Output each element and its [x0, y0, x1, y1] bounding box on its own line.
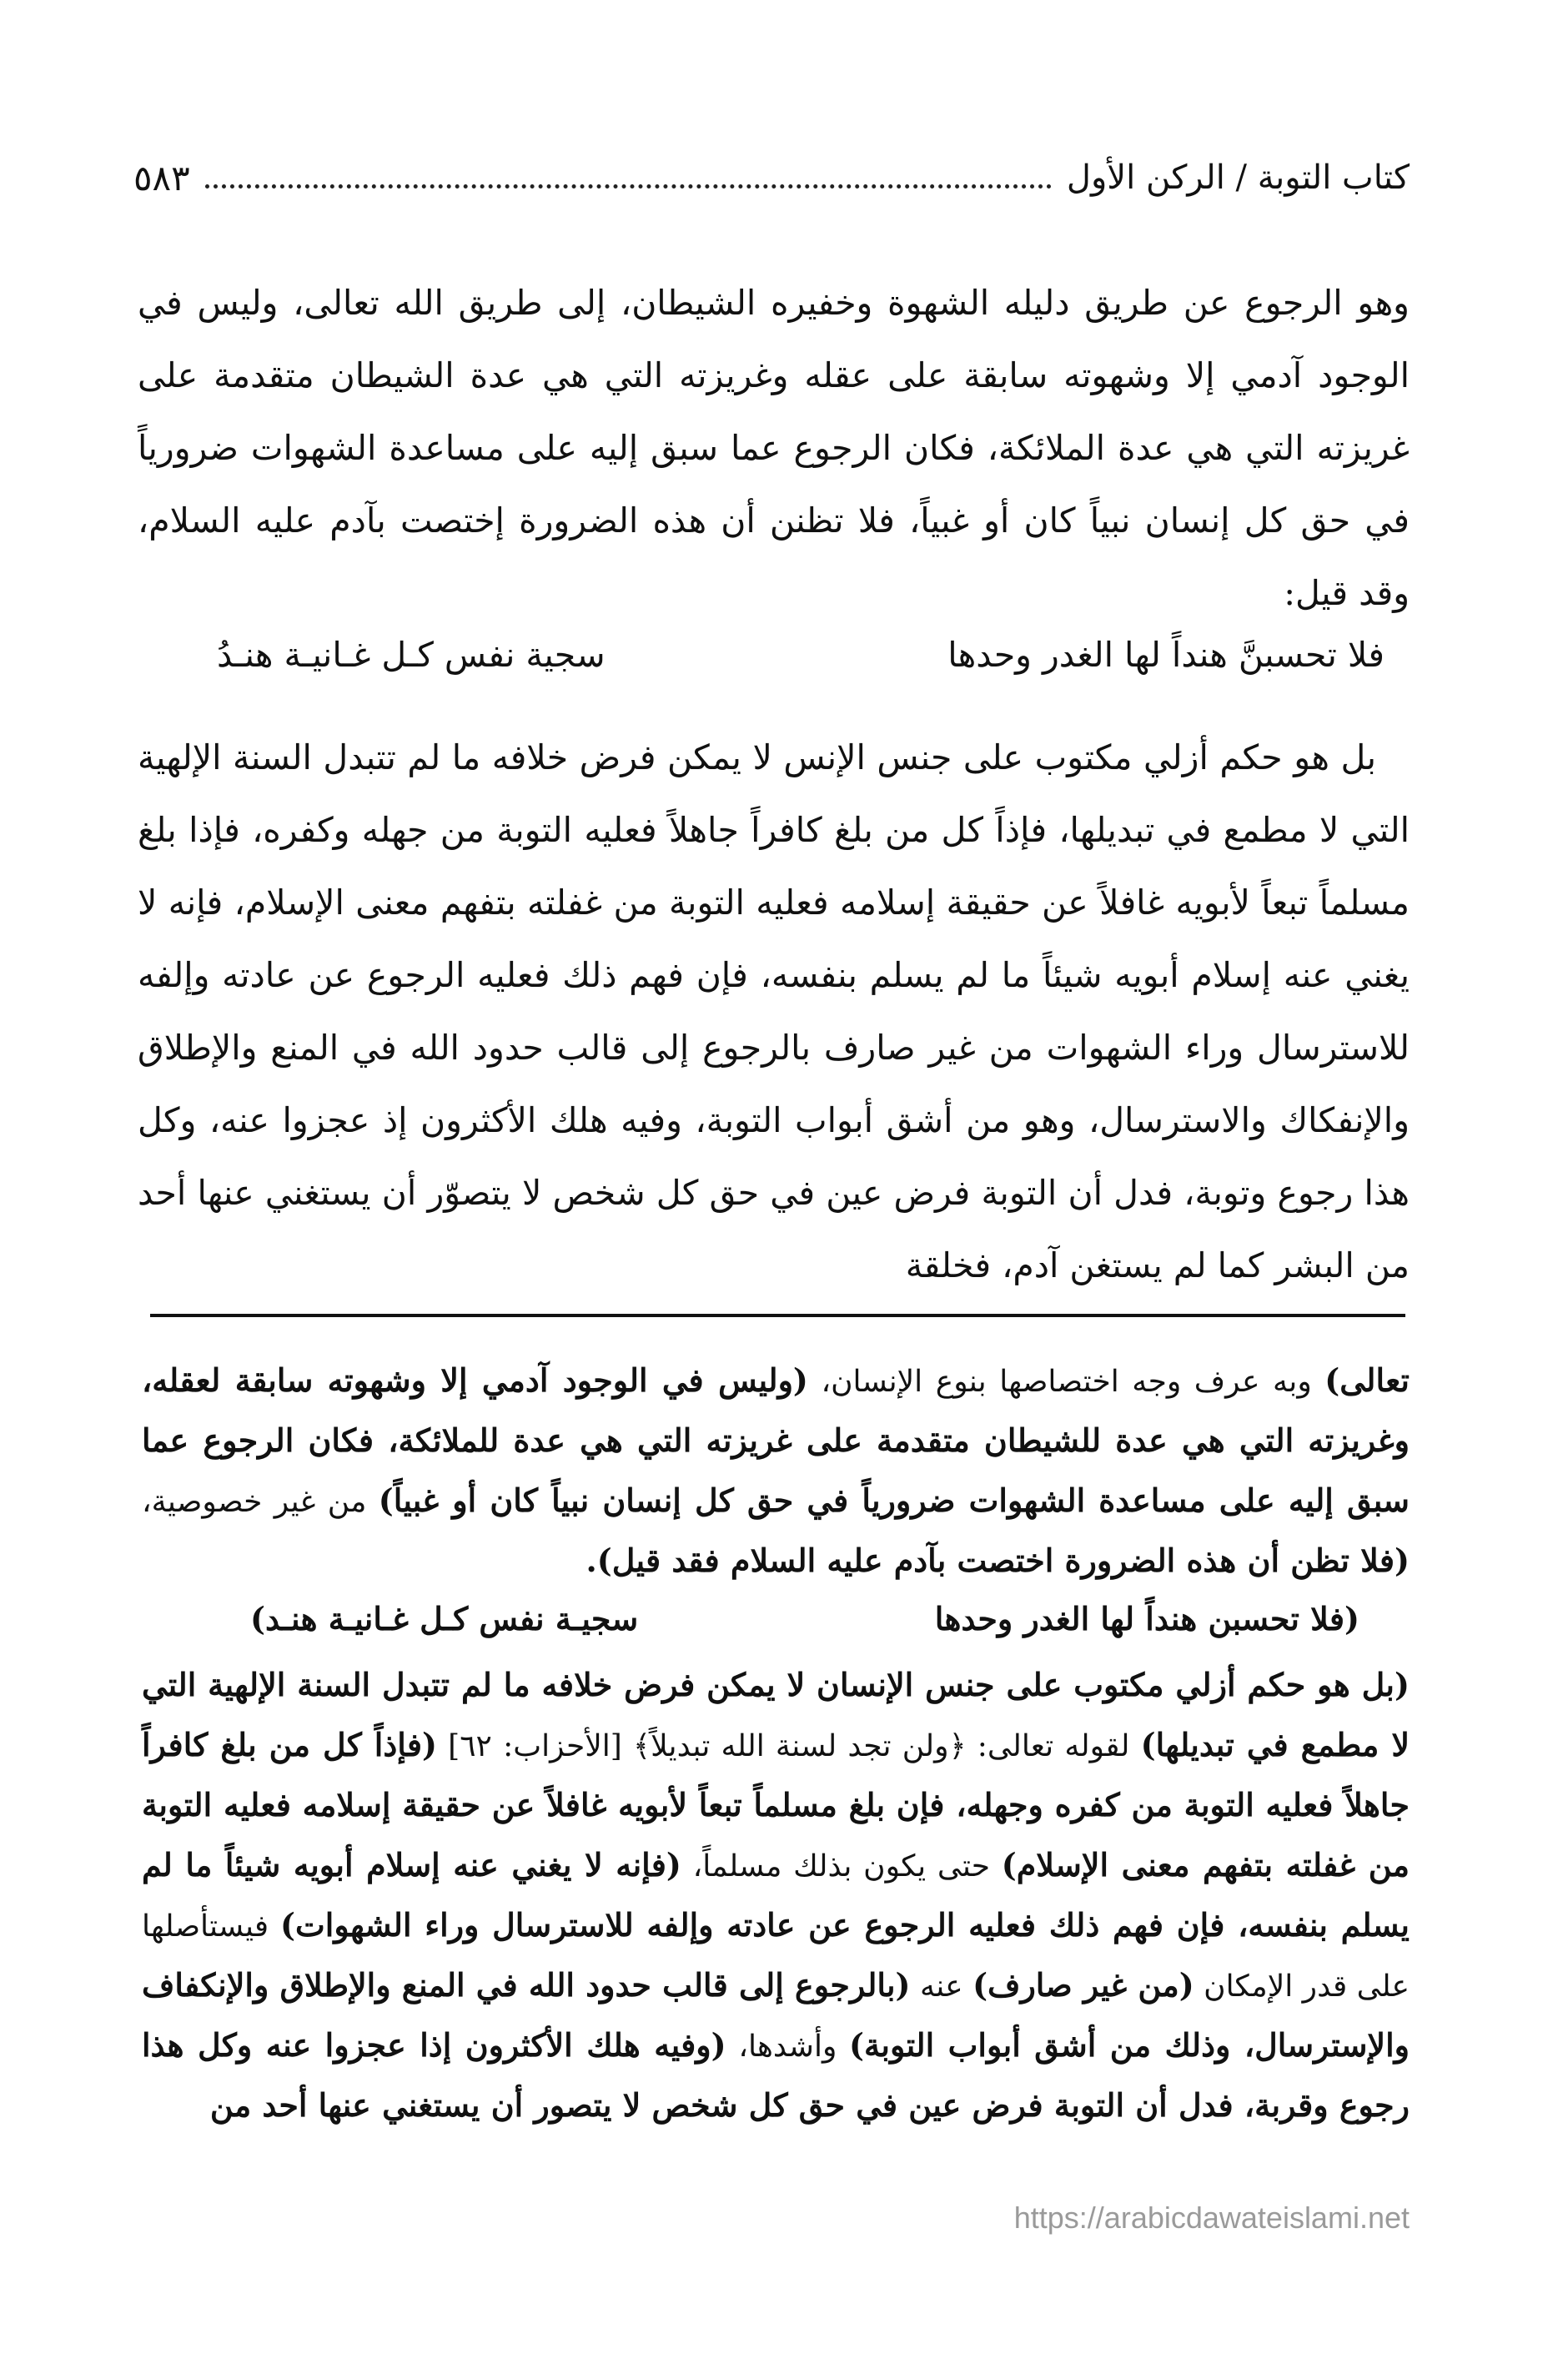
quoted-text: تعالى): [1324, 1361, 1410, 1399]
leader-dots: [205, 184, 1052, 189]
commentary-paragraph-1: [142, 1351, 1410, 1592]
quoted-text: (من غير صارف): [972, 1966, 1194, 2004]
quoted-text: (بل هو حكم أزلي مكتوب على جنس الإنسان لا يمكن فرض خلافه ما لم تتبدل السنة الإلهية التي لا مطمع في تبديلها): [142, 1666, 1410, 1763]
verse-second-hemistich: سجية نفس كـل غـانيـة هنـدُ: [217, 635, 606, 675]
commentary-text-1: [142, 1351, 1410, 1592]
quoted-text: (بالرجوع إلى قالب حدود الله في المنع والإطلاق والإنكفاف والإسترسال، وذلك من أشق أبواب التوبة): [142, 1966, 1410, 2064]
commentary-paragraph-2: [142, 1656, 1410, 2136]
page-number: ٥٨٣: [133, 157, 190, 199]
main-text-1: وهو الرجوع عن طريق دليله الشهوة وخفيره الشيطان، إلى طريق الله تعالى، وليس في الوجود آدمي إلا وشهوته سابقة على عقله وغريزته التي هي عدة الشيطان متقدمة على غريزته التي هي عدة الملائكة، فكان الرجوع عما سبق إليه على مساعدة الشهوات ضرورياً في حق كل إنسان نبياً كان أو غبياً، فلا تظنن أن هذه الضرورة إختصت بآدم عليه السلام، وقد قيل:: [138, 283, 1410, 613]
explanation-text: من غير خصوصية،: [142, 1485, 379, 1519]
explanation-text: عنه: [910, 1969, 973, 2004]
comm-verse-second-hemistich: سجيـة نفس كـل غـانيـة هنـد): [250, 1599, 639, 1637]
source-watermark: https://arabicdawateislami.net: [1013, 2201, 1410, 2235]
main-paragraph-2: [138, 722, 1410, 1302]
explanation-text: وبه عرف وجه اختصاصها بنوع الإنسان،: [807, 1365, 1325, 1399]
explanation-text: حتى يكون بذلك مسلماً،: [681, 1849, 1002, 1884]
main-paragraph-1: [138, 267, 1410, 630]
verse-first-hemistich: فلا تحسبنَّ هنداً لها الغدر وحدها: [947, 635, 1385, 675]
footnote-divider: [150, 1314, 1405, 1317]
commentary-verse: [250, 1589, 1359, 1647]
running-header: [133, 148, 1410, 207]
explanation-text: وأشدها،: [726, 2030, 850, 2064]
quoted-text: (فإذاً كل من بلغ كافراً جاهلاً فعليه التوبة من كفره وجهله، فإن بلغ مسلماً تبعاً لأبويه غافلاً عن حقيقة إسلامه فعليه التوبة من غفلته بتفهم معنى الإسلام): [142, 1726, 1410, 1884]
commentary-text-2: [142, 1656, 1410, 2136]
chapter-title: كتاب التوبة / الركن الأول: [1066, 158, 1410, 197]
comm-verse-first-hemistich: (فلا تحسبن هنداً لها الغدر وحدها: [934, 1599, 1359, 1637]
explanation-text: لقوله تعالى: ﴿ولن تجد لسنة الله تبديلاً﴾ [الأحزاب: ٦٢]: [436, 1729, 1141, 1763]
quoted-text: (وفيه هلك الأكثرون إذا عجزوا عنه وكل هذا رجوع وقربة، فدل أن التوبة فرض عين في حق كل شخص لا يتصور أن يستغني عنها أحد من: [142, 2026, 1410, 2124]
main-text-2: بل هو حكم أزلي مكتوب على جنس الإنس لا يمكن فرض خلافه ما لم تتبدل السنة الإلهية التي لا مطمع في تبديلها، فإذاً كل من بلغ كافراً جاهلاً فعليه التوبة من جهله وكفره، فإذا بلغ مسلماً تبعاً لأبويه غافلاً عن حقيقة إسلامه فعليه التوبة من غفلته بتفهم معنى الإسلام، فإنه لا يغني عنه إسلام أبويه شيئاً ما لم يسلم بنفسه، فإن فهم ذلك فعليه الرجوع عن عادته وإلفه للاسترسال وراء الشهوات من غير صارف بالرجوع إلى قالب حدود الله في المنع والإطلاق والإنفكاك والاسترسال، وهو من أشق أبواب التوبة، وفيه هلك الأكثرون إذ عجزوا عنه، وكل هذا رجوع وتوبة، فدل أن التوبة فرض عين في حق كل شخص لا يتصوّر أن يستغني عنها أحد من البشر كما لم يستغن آدم، فخلقة: [138, 737, 1410, 1285]
poetry-verse: [217, 621, 1385, 688]
quoted-text: (وليس في الوجود آدمي إلا وشهوته سابقة لعقله، وغريزته التي هي عدة للشيطان متقدمة على غريزته التي هي عدة للملائكة، فكان الرجوع عما سبق إليه على مساعدة الشهوات ضرورياً في حق كل إنسان نبياً كان أو غبياً): [142, 1361, 1410, 1519]
quoted-text: (فإنه لا يغني عنه إسلام أبويه شيئاً ما لم يسلم بنفسه، فإن فهم ذلك فعليه الرجوع عن عادته وإلفه للاسترسال وراء الشهوات): [142, 1846, 1410, 1944]
quoted-text: (فلا تظن أن هذه الضرورة اختصت بآدم عليه السلام فقد قيل).: [585, 1542, 1410, 1579]
explanation-text: فيستأصلها على قدر الإمكان: [142, 1909, 1410, 2004]
